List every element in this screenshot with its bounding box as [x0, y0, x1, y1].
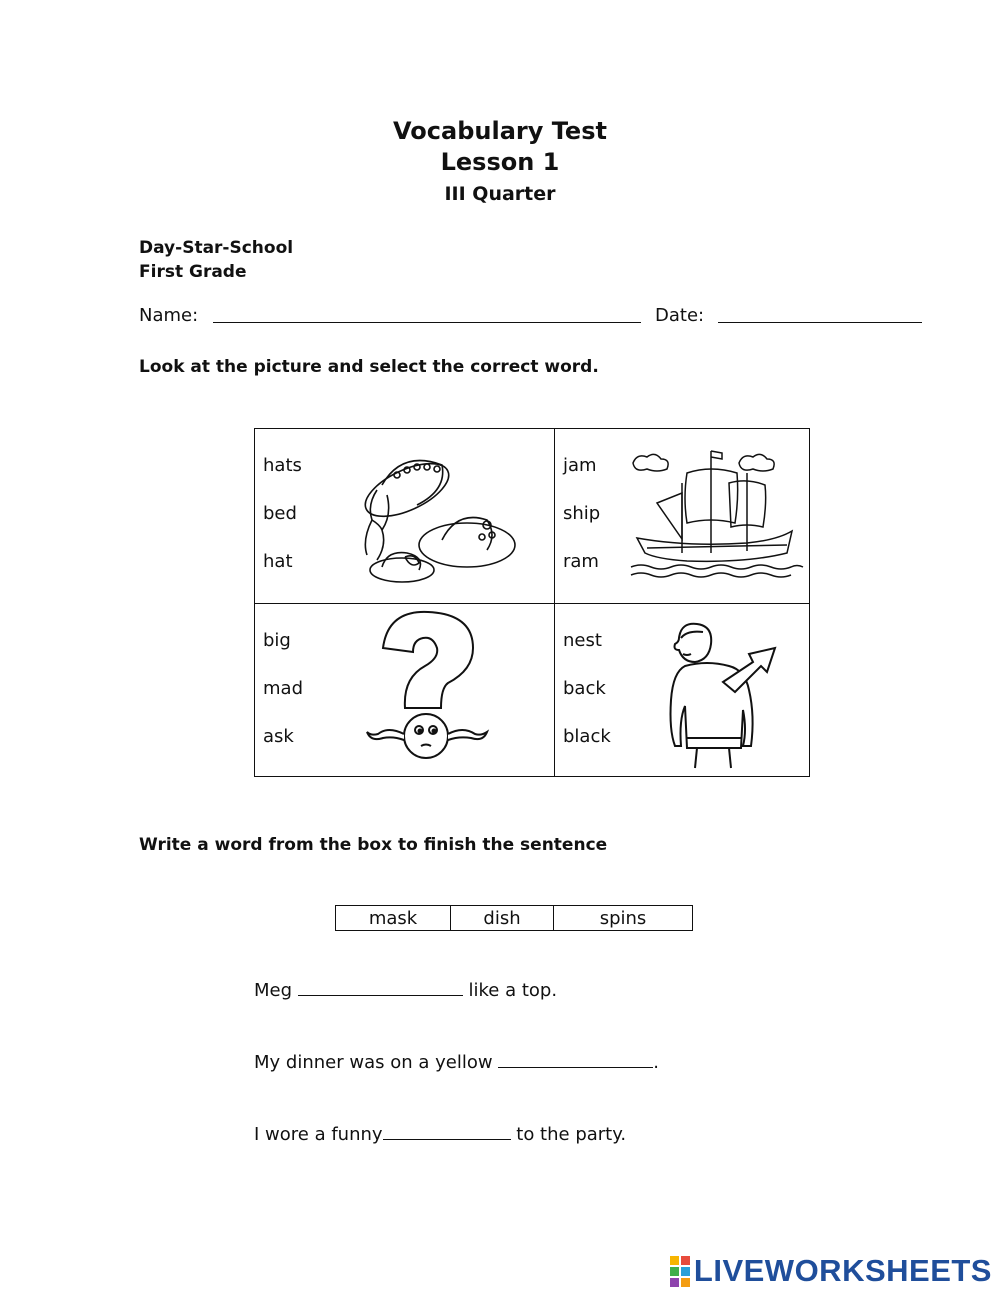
picture-grid [254, 428, 810, 777]
lesson-title: Lesson 1 [440, 148, 560, 176]
hats-picture [347, 445, 517, 590]
answer-blank[interactable] [498, 1053, 653, 1068]
option-word[interactable]: back [563, 678, 606, 699]
answer-blank[interactable] [298, 981, 463, 996]
name-label: Name: [139, 305, 199, 326]
grade-label: First Grade [139, 262, 247, 282]
school-name: Day-Star-School [139, 238, 294, 258]
date-field[interactable] [718, 322, 922, 323]
section1-instruction: Look at the picture and select the correct word. [139, 357, 599, 377]
word-box-item[interactable]: dish [451, 906, 554, 931]
quarter-title: III Quarter [444, 183, 556, 205]
logo-text: LIVEWORKSHEETS [693, 1253, 992, 1288]
option-word[interactable]: hats [263, 455, 302, 476]
option-word[interactable]: ask [263, 726, 294, 747]
name-field[interactable] [213, 322, 641, 323]
word-box [335, 905, 693, 931]
option-word[interactable]: jam [563, 455, 597, 476]
option-word[interactable]: mad [263, 678, 303, 699]
liveworksheets-logo [670, 1253, 992, 1289]
question-mark-picture [363, 608, 493, 773]
option-word[interactable]: ram [563, 551, 599, 572]
sentence-2 [254, 1052, 659, 1073]
option-word[interactable]: bed [263, 503, 297, 524]
sentence-text: . [653, 1052, 660, 1073]
option-word[interactable]: hat [263, 551, 293, 572]
grid-cell-question [255, 604, 555, 777]
logo-blocks-icon [670, 1256, 690, 1287]
option-word[interactable]: big [263, 630, 291, 651]
sentence-text: My dinner was on a yellow [254, 1052, 493, 1073]
sentence-1 [254, 980, 557, 1001]
sentence-text: like a top. [468, 980, 558, 1001]
grid-cell-back [555, 604, 810, 777]
option-word[interactable]: nest [563, 630, 602, 651]
ship-picture [627, 443, 805, 593]
sentence-text: I wore a funny [254, 1124, 383, 1145]
page-title: Vocabulary Test [393, 117, 607, 145]
word-box-item[interactable]: spins [554, 906, 693, 931]
sentence-text: to the party. [516, 1124, 627, 1145]
grid-cell-hats [255, 429, 555, 604]
date-label: Date: [655, 305, 705, 326]
sentence-text: Meg [254, 980, 293, 1001]
answer-blank[interactable] [383, 1125, 511, 1140]
option-word[interactable]: black [563, 726, 611, 747]
grid-cell-ship [555, 429, 810, 604]
sentence-3 [254, 1124, 626, 1145]
word-box-item[interactable]: mask [336, 906, 451, 931]
man-back-picture [663, 620, 783, 772]
option-word[interactable]: ship [563, 503, 601, 524]
section2-instruction: Write a word from the box to finish the sentence [139, 835, 608, 855]
